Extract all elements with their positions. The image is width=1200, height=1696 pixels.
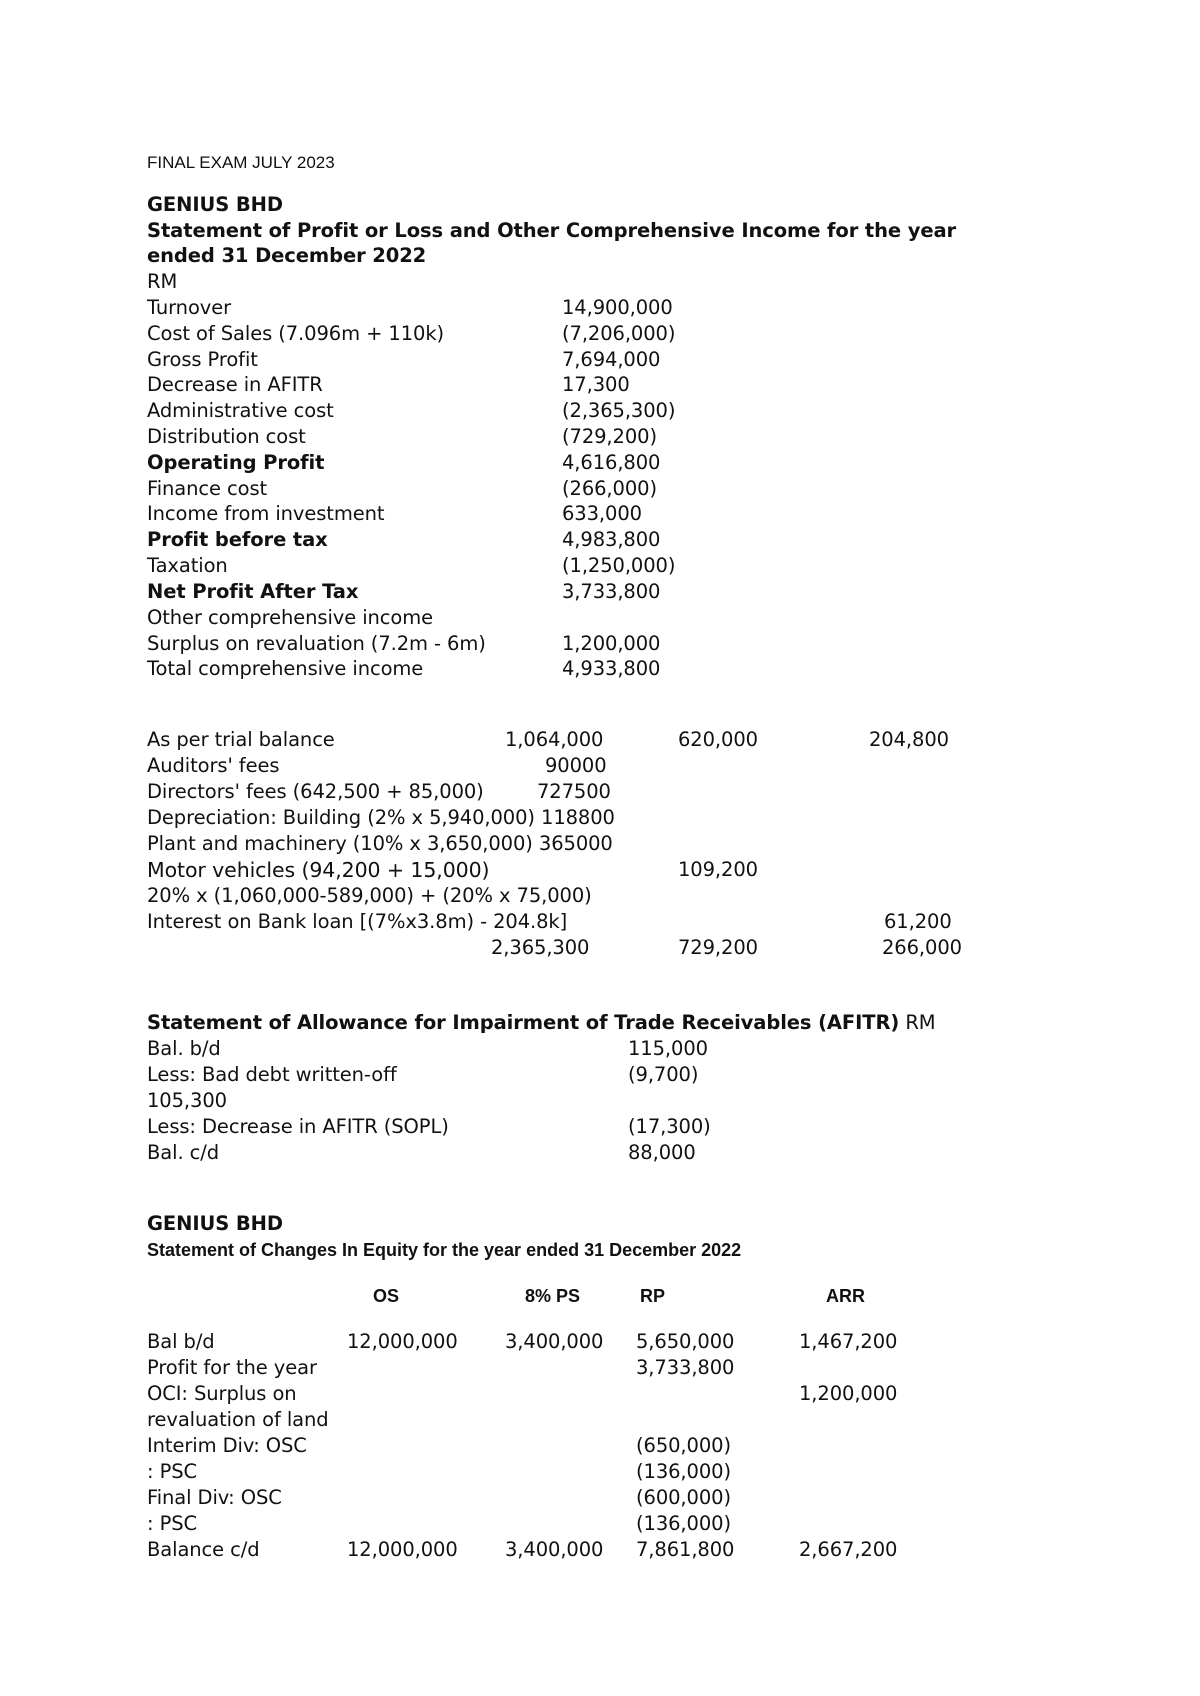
sopl-row-label: Net Profit After Tax: [147, 580, 359, 603]
afitr-bal-cd-value: 88,000: [628, 1141, 696, 1164]
dep-plant: Plant and machinery (10% x 3,650,000) 365000: [147, 832, 613, 855]
soce-row-label: OCI: Surplus on: [147, 1382, 297, 1405]
soce-title: Statement of Changes In Equity for the year ended 31 December 2022: [147, 1240, 742, 1260]
afitr-bad-debt-label: Less: Bad debt written-off: [147, 1063, 397, 1086]
sopl-row-value: (2,365,300): [562, 399, 676, 422]
soce-row-os: 12,000,000: [347, 1538, 458, 1561]
soce-row-label: revaluation of land: [147, 1408, 329, 1431]
auditors-label: Auditors' fees: [147, 754, 280, 777]
soce-row-os: 12,000,000: [347, 1330, 458, 1353]
sopl-title-line1: Statement of Profit or Loss and Other Comprehensive Income for the year: [147, 219, 957, 242]
total-admin: 2,365,300: [491, 936, 590, 959]
sopl-row-label: Other comprehensive income: [147, 606, 434, 629]
soce-row-arr: 2,667,200: [799, 1538, 898, 1561]
interest-label: Interest on Bank loan [(7%x3.8m) - 204.8k]: [147, 910, 568, 933]
sopl-row-value: 14,900,000: [562, 296, 673, 319]
afitr-decrease-label: Less: Decrease in AFITR (SOPL): [147, 1115, 449, 1138]
afitr-bal-cd-label: Bal. c/d: [147, 1141, 220, 1164]
soce-row-label: : PSC: [147, 1512, 198, 1535]
soce-row-rp: (650,000): [636, 1434, 731, 1457]
soce-row-label: Profit for the year: [147, 1356, 317, 1379]
sopl-row-value: (729,200): [562, 425, 657, 448]
interest-value: 61,200: [884, 910, 952, 933]
auditors-value: 90000: [545, 754, 607, 777]
sopl-title-line2: ended 31 December 2022: [147, 244, 427, 267]
soce-col-rp: RP: [640, 1286, 666, 1306]
soce-row-label: Interim Div: OSC: [147, 1434, 307, 1457]
total-dist: 729,200: [678, 936, 758, 959]
sopl-company: GENIUS BHD: [147, 193, 283, 216]
trial-admin: 1,064,000: [505, 728, 604, 751]
soce-row-ps: 3,400,000: [505, 1538, 604, 1561]
directors-value: 727500: [537, 780, 611, 803]
soce-row-rp: 3,733,800: [636, 1356, 735, 1379]
sopl-row-label: Administrative cost: [147, 399, 334, 422]
sopl-row-value: (7,206,000): [562, 322, 676, 345]
sopl-row-label: Gross Profit: [147, 348, 258, 371]
afitr-title: Statement of Allowance for Impairment of Trade Receivables (AFITR): [147, 1011, 900, 1034]
sopl-row-label: Surplus on revaluation (7.2m - 6m): [147, 632, 486, 655]
afitr-decrease-value: (17,300): [628, 1115, 711, 1138]
sopl-row-value: 3,733,800: [562, 580, 661, 603]
sopl-row-value: 4,616,800: [562, 451, 661, 474]
sopl-row-value: (266,000): [562, 477, 657, 500]
sopl-row-label: Taxation: [147, 554, 228, 577]
sopl-row-value: 17,300: [562, 373, 630, 396]
trial-dist: 620,000: [678, 728, 758, 751]
sopl-row-label: Decrease in AFITR: [147, 373, 323, 396]
sopl-row-value: 633,000: [562, 502, 642, 525]
afitr-bal-bd-label: Bal. b/d: [147, 1037, 221, 1060]
sopl-row-label: Operating Profit: [147, 451, 325, 474]
soce-row-arr: 1,200,000: [799, 1382, 898, 1405]
soce-col-os: OS: [373, 1286, 400, 1306]
afitr-currency: RM: [905, 1011, 936, 1034]
dep-building: Depreciation: Building (2% x 5,940,000) 118800: [147, 806, 615, 829]
soce-row-arr: 1,467,200: [799, 1330, 898, 1353]
soce-row-label: Balance c/d: [147, 1538, 260, 1561]
sopl-row-label: Cost of Sales (7.096m + 110k): [147, 322, 445, 345]
afitr-bal-bd-value: 115,000: [628, 1037, 708, 1060]
sopl-row-value: 7,694,000: [562, 348, 661, 371]
trial-fin: 204,800: [869, 728, 949, 751]
soce-row-ps: 3,400,000: [505, 1330, 604, 1353]
trial-balance-label: As per trial balance: [147, 728, 335, 751]
sopl-row-value: 4,983,800: [562, 528, 661, 551]
directors-label: Directors' fees (642,500 + 85,000): [147, 780, 484, 803]
afitr-subtotal: 105,300: [147, 1089, 227, 1112]
motor-calc: 20% x (1,060,000-589,000) + (20% x 75,000): [147, 884, 592, 907]
afitr-bad-debt-value: (9,700): [628, 1063, 699, 1086]
sopl-row-value: (1,250,000): [562, 554, 676, 577]
soce-col-arr: ARR: [826, 1286, 865, 1306]
motor-label: Motor vehicles (94,200 + 15,000): [147, 858, 490, 882]
soce-row-label: Bal b/d: [147, 1330, 215, 1353]
sopl-row-label: Total comprehensive income: [147, 657, 424, 680]
soce-row-label: Final Div: OSC: [147, 1486, 282, 1509]
soce-row-rp: (136,000): [636, 1460, 731, 1483]
total-fin: 266,000: [882, 936, 962, 959]
sopl-row-label: Distribution cost: [147, 425, 306, 448]
sopl-row-value: 1,200,000: [562, 632, 661, 655]
sopl-row-label: Profit before tax: [147, 528, 328, 551]
sopl-row-label: Finance cost: [147, 477, 268, 500]
soce-row-rp: 5,650,000: [636, 1330, 735, 1353]
soce-company: GENIUS BHD: [147, 1212, 283, 1235]
soce-row-rp: (136,000): [636, 1512, 731, 1535]
sopl-row-value: 4,933,800: [562, 657, 661, 680]
soce-row-rp: (600,000): [636, 1486, 731, 1509]
sopl-currency: RM: [147, 270, 178, 293]
sopl-row-label: Income from investment: [147, 502, 385, 525]
soce-row-label: : PSC: [147, 1460, 198, 1483]
exam-title: FINAL EXAM JULY 2023: [147, 153, 335, 172]
soce-row-rp: 7,861,800: [636, 1538, 735, 1561]
sopl-row-label: Turnover: [147, 296, 232, 319]
afitr-heading: [147, 1011, 936, 1035]
soce-col-ps: 8% PS: [525, 1286, 581, 1306]
motor-value: 109,200: [678, 858, 758, 881]
